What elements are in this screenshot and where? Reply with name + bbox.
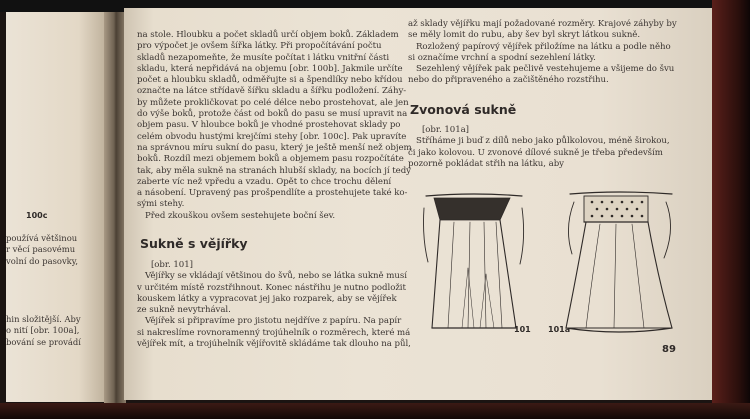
text-line: zaberte víc než vpředu a vzadu. Opět to chce trochu dělení [137,176,392,187]
text-line: pro výpočet je ovšem šířka látky. Při propočítávání počtu [137,41,382,52]
text-line: sými stehy. [137,199,185,210]
text-line: Stříháme ji buď z dílů nebo jako půlkolovou, méně širokou, [416,136,670,147]
left-fragment-bottom [6,314,81,348]
column-2-text-bottom [408,125,670,170]
text-line: o nití [obr. 100a], [6,325,80,336]
text-line: označte na látce střídavě šířku skladu a šířku podložení. Záhy- [137,86,407,97]
figure-label-101: 101 [514,325,531,334]
text-line: a násobení. Upravený pas prošpendlíte a prostehujete také ko- [137,188,408,199]
right-page [124,8,718,400]
text-line: až sklady vějířku mají požadované rozměry. Krajové záhyby by [408,19,677,29]
text-line: Vějířky se vkládají většinou do švů, nebo se látka sukně musí [145,271,407,282]
text-line: Sezehlený vějířek pak pečlivě vestehujeme a všijeme do švu [416,64,675,75]
text-line: Před zkouškou ovšem sestehujete boční šev. [145,210,336,221]
text-line: do výše boků, protože část od boků do pasu se musí upravit na [137,109,408,120]
skirt-figure-101a [566,192,672,332]
text-line: objem pasu. V hloubce boků je vhodné prostehovat sklady po [137,120,401,131]
book-cover-edge [712,0,750,419]
text-line: bování se provádí [6,336,81,347]
text-line: na správnou míru sukní do pasu, který je ještě menší než objem [137,142,412,153]
column-2-text-top [408,19,677,87]
text-line: tak, aby měla sukně na stranách hlubší sklady, na bocích jí tedy [137,165,411,176]
text-line: [obr. 101] [151,260,193,270]
text-line: Rozložený papírový vějířek přiložíme na látku a podle něho [416,41,671,52]
text-line: boků. Rozdíl mezi objemem boků a objemem pasu rozpočítáte [137,154,404,165]
left-page [6,12,110,402]
text-line: si nakreslíme rovnoramenný trojúhelník o rozměrech, které má [137,327,411,338]
figure-label-100c: 100c [26,211,48,220]
column-1-text-top [137,30,412,222]
page-number: 89 [662,344,676,355]
text-line: r věcí pasovému [6,244,76,255]
heading-sukne-s-vejirky: Sukně s vějířky [140,236,248,251]
left-fragment-top [6,233,78,267]
book-gutter [104,12,126,404]
text-line: by můžete prokličkovat po celé délce nebo prostehovat, ale jen [137,97,409,108]
text-line: ze sukně nevytrhával. [137,305,231,316]
text-line: vějířek mít, a trojúhelník vějířovitě skládáme tak dlouho na půl, [137,339,411,350]
text-line: počet a hloubku skladů, odměřujte si a špendlíky nebo křídou [137,75,403,86]
text-line: na stole. Hloubku a počet skladů určí objem boků. Základem [137,30,399,40]
skirt-figure-101 [424,194,524,328]
scan-border-bottom [0,403,750,419]
text-line: si označíme vrchní a spodní sezehlení látky. [408,52,596,63]
text-line: se měly lomit do rubu, aby šev byl skryt látkou sukně. [408,30,641,41]
column-1-text-bottom [137,260,411,350]
heading-zvonova-sukne: Zvonová sukně [410,102,517,117]
text-line: pozorně pokládat střih na látku, aby [408,158,564,169]
text-line: či jako kolovou. U zvonové dílové sukně je třeba především [408,147,663,158]
text-line: Vějířek si připravíme pro jistotu nejdříve z papíru. Na papír [145,316,402,327]
skirt-illustrations [414,188,714,348]
text-line: nebo do připraveného a začištěného rozstřihu. [408,75,609,86]
text-line: v určitém místě rozstřihnout. Konec nástřihu je nutno podložit [137,282,406,293]
text-line: kouskem látky a vypracovat jej jako rozparek, aby se vějířek [137,293,397,304]
text-line: skladu, která nepřidává na objemu [obr. 100b]. Jakmile určíte [137,63,403,74]
text-line: používá většinou [6,233,78,243]
text-line: skladů nezapomeňte, že musíte počítat i látku vnitřní části [137,52,390,63]
text-line: celém obvodu hustými krejčími stehy [obr. 100c]. Pak upravíte [137,131,407,142]
text-line: hin složitější. Aby [6,314,81,324]
figure-label-101a: 101a [548,325,571,334]
text-line: volní do pasovky, [6,255,79,266]
text-line: [obr. 101a] [422,125,469,135]
